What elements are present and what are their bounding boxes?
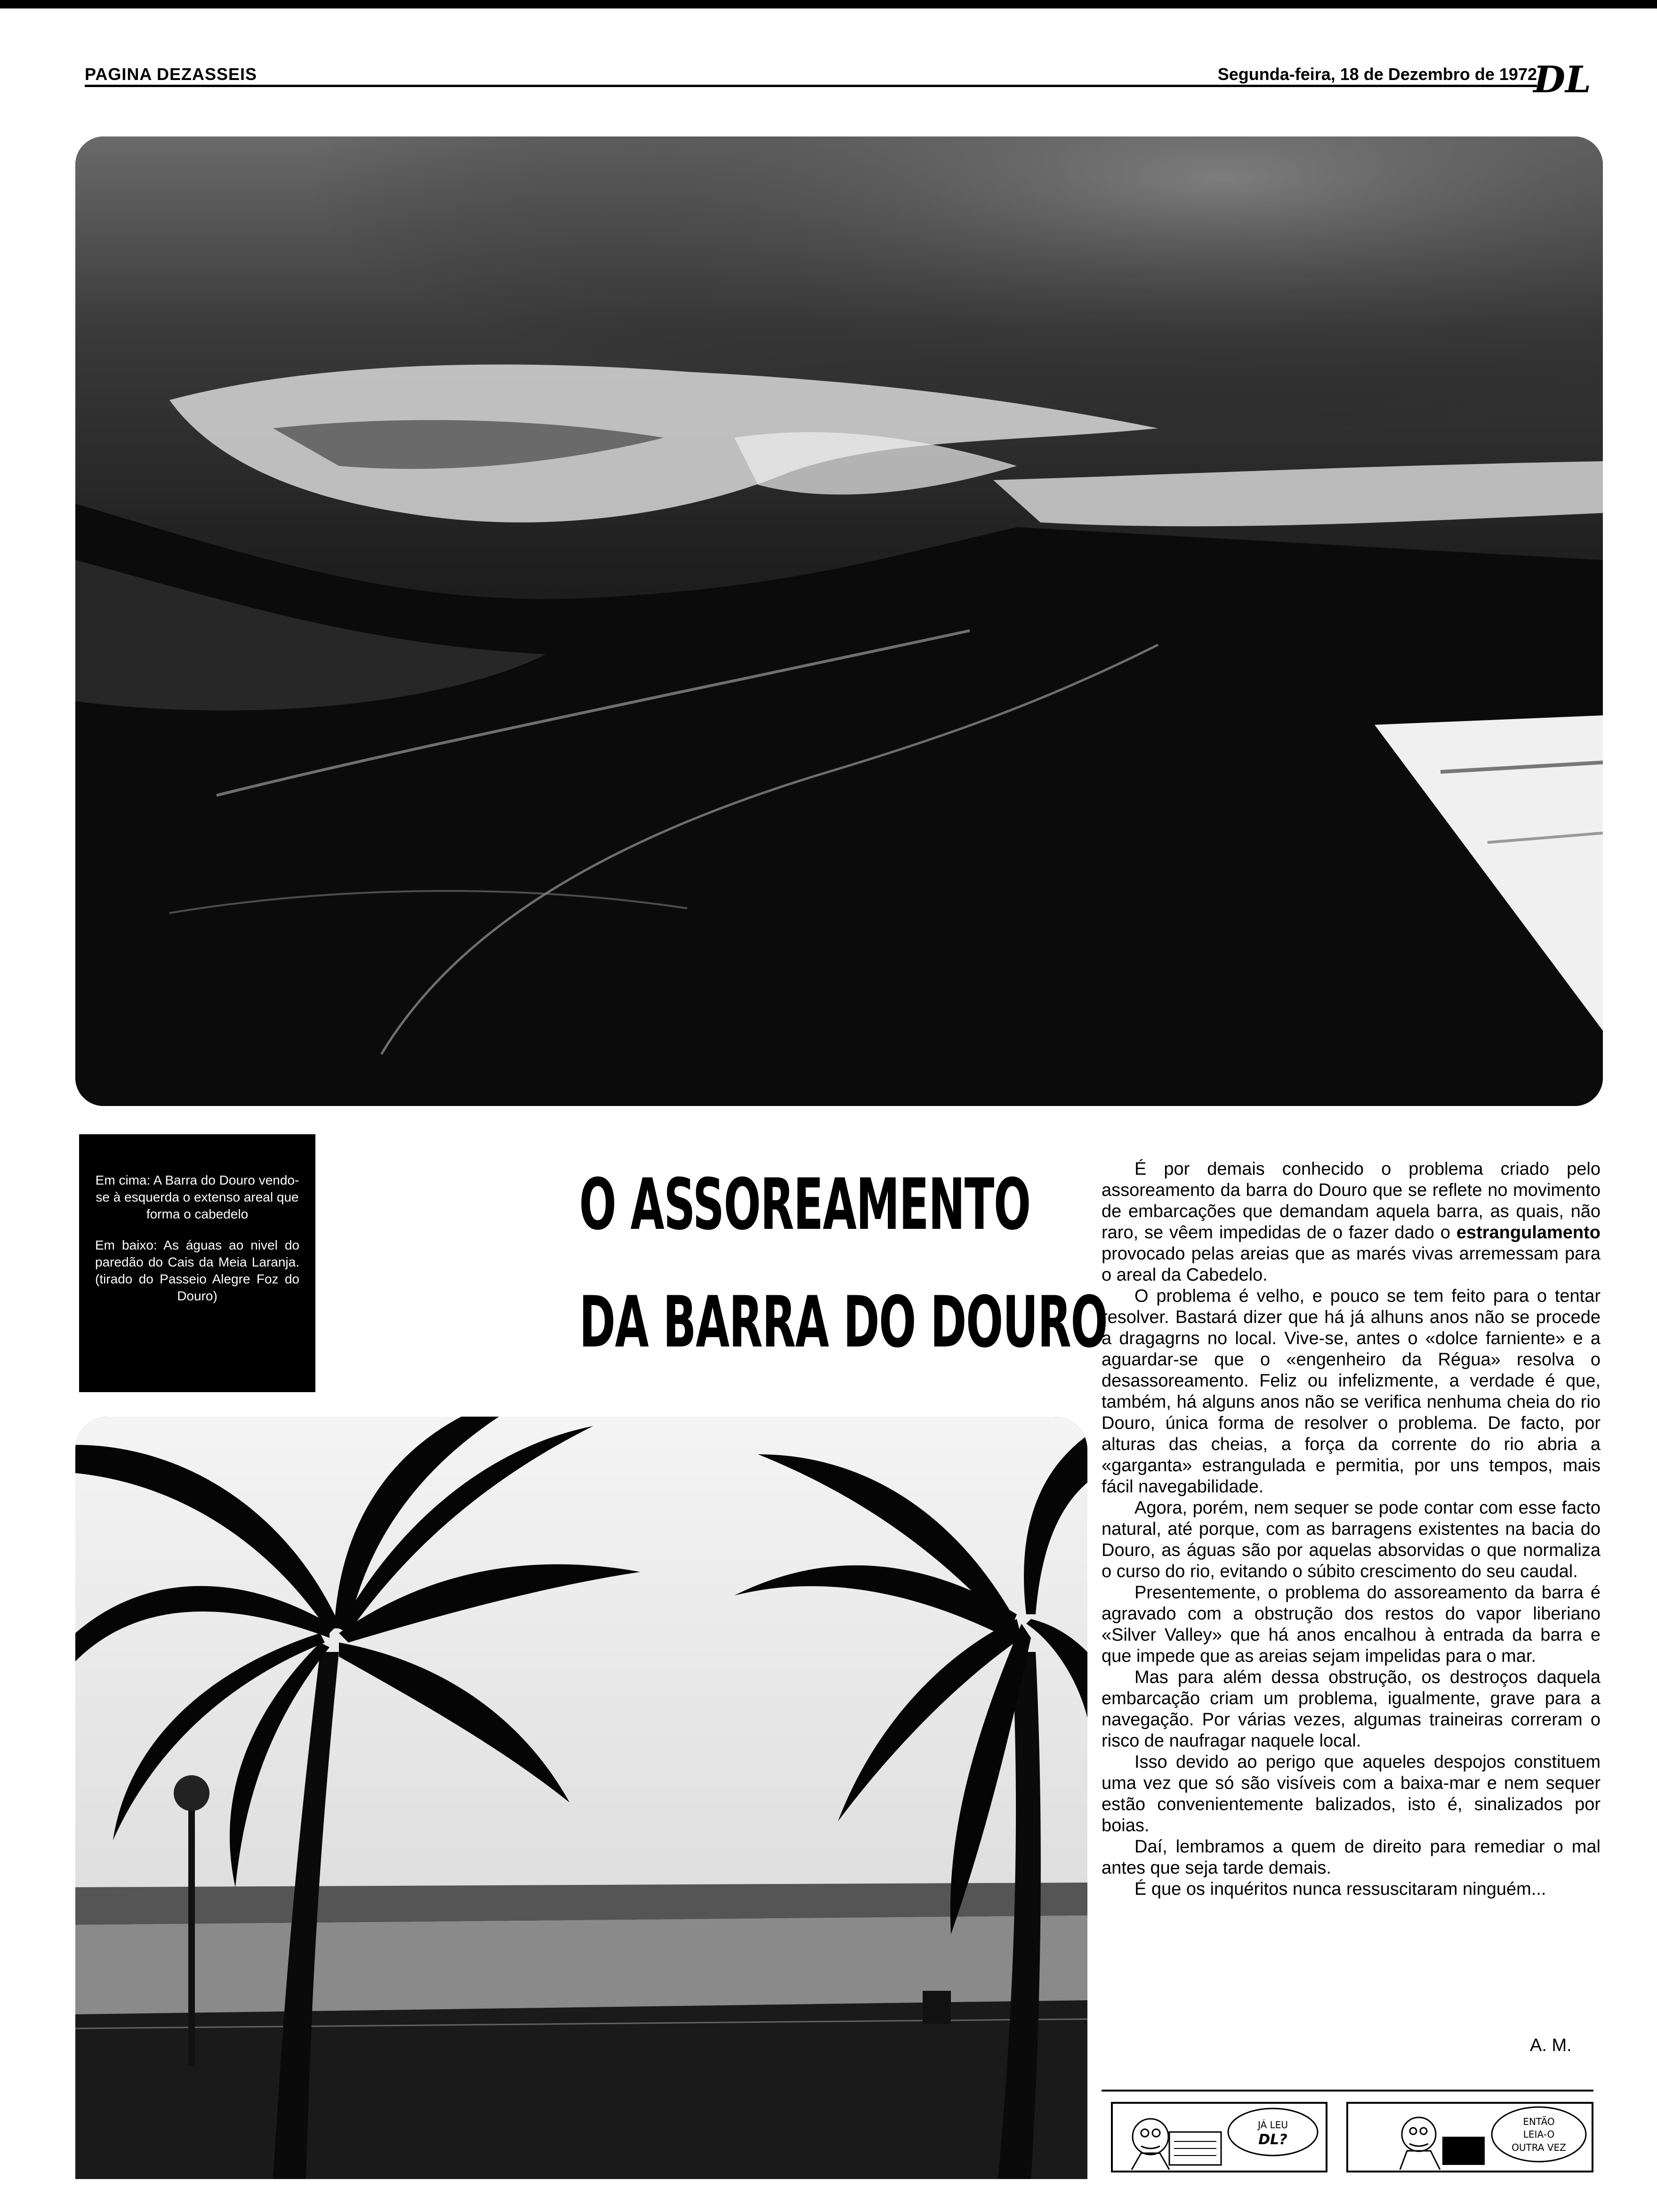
caption-top: Em cima: A Barra do Douro vendo-se à esquerda o extenso areal que forma o cabedelo bbox=[95, 1173, 299, 1221]
article-paragraph: Isso devido ao perigo que aqueles despojos constituem uma vez que só são visíveis com a baixa-mar e nem sequer estão convenientemente balizados, isto é, sinalizados por boias. bbox=[1102, 1752, 1601, 1835]
article-paragraph: Agora, porém, nem sequer se pode contar com esse facto natural, até porque, com as barragens existentes na bacia do Douro, as águas são por aquelas absorvidas o que normaliza o curso do rio, evitando o súbito crescimento do seu caudal. bbox=[1102, 1498, 1601, 1581]
comic-bubble-1-line-1: JÁ LEU bbox=[1257, 2119, 1288, 2131]
comic-bubble-2-line-1: ENTÃO bbox=[1523, 2116, 1555, 2127]
comic-strip bbox=[1102, 2090, 1593, 2181]
palm-trees-photo bbox=[75, 1417, 1087, 2179]
top-border bbox=[0, 0, 1657, 8]
palm-photo-image bbox=[75, 1417, 1087, 2179]
comic-panel-1-drawing bbox=[1113, 2104, 1326, 2171]
comic-panel-2-drawing bbox=[1348, 2104, 1592, 2171]
comic-bubble-2-line-3: OUTRA VEZ bbox=[1512, 2142, 1566, 2153]
newspaper-logo: DL bbox=[1533, 58, 1591, 101]
article-text: provocado pelas areias que as marés vivas arremessam para o areal da Cabedelo. bbox=[1102, 1244, 1601, 1285]
comic-bubble-1-line-2: DL? bbox=[1258, 2132, 1287, 2148]
article-bold-word: estrangulamento bbox=[1456, 1223, 1601, 1242]
publication-date: Segunda-feira, 18 de Dezembro de 1972 bbox=[1217, 64, 1537, 84]
article-signature: A. M. bbox=[1530, 2036, 1572, 2055]
aerial-photo-image bbox=[75, 136, 1603, 1106]
header-rule bbox=[85, 85, 1537, 87]
photo-caption-box bbox=[79, 1134, 315, 1392]
comic-bubble-2-line-2: LEIA-O bbox=[1523, 2129, 1555, 2140]
article-headline bbox=[579, 1146, 1108, 1381]
headline-line-2: DA BARRA DO DOURO bbox=[579, 1282, 1108, 1363]
article-text: É por demais conhecido o problema criado pelo assoreamento da barra do Douro que se reflete no movimento de embarcações que demandam aquela barra, as quais, não raro, se vêem impedidas de o fazer dado o bbox=[1102, 1159, 1601, 1242]
page-section-label: PAGINA DEZASSEIS bbox=[85, 64, 257, 84]
comic-panel-2 bbox=[1346, 2102, 1593, 2172]
caption-bottom: Em baixo: As águas ao nivel do paredão do Cais da Meia Laranja. (tirado do Passeio Alegre Foz do Douro) bbox=[95, 1238, 299, 1303]
article-paragraph: Presentemente, o problema do assoreamento da barra é agravado com a obstrução dos restos do vapor liberiano «Silver Valley» que há anos encalhou à entrada da barra e que impede que as areias sejam impelidas para o mar. bbox=[1102, 1583, 1601, 1666]
article-paragraph: Mas para além dessa obstrução, os destroços daquela embarcação criam um problema, igualmente, grave para a navegação. Por várias vezes, algumas traineiras correram o risco de naufragar naquele local. bbox=[1102, 1667, 1601, 1751]
article-paragraph: É que os inquéritos nunca ressuscitaram ninguém... bbox=[1134, 1879, 1546, 1899]
headline-line-1: O ASSOREAMENTO bbox=[579, 1164, 1030, 1246]
article-paragraph: Daí, lembramos a quem de direito para remediar o mal antes que seja tarde demais. bbox=[1102, 1837, 1601, 1878]
comic-panel-1 bbox=[1111, 2102, 1327, 2172]
article-paragraph bbox=[1102, 1159, 1601, 1286]
aerial-photo-douro-bar bbox=[75, 136, 1603, 1106]
article-paragraph: O problema é velho, e pouco se tem feito para o tentar resolver. Bastará dizer que há já alhuns anos não se procede a dragagrns no local. Vive-se, antes o «dolce farniente» e a aguardar-se que o «engenheiro da Régua» resolva o desassoreamento. Feliz ou infelizmente, a verdade é que, também, há alguns anos não se verifica nenhuma cheia do rio Douro, única forma de resolver o problema. De facto, por alturas das cheias, a força da corrente do rio abria a «garganta» estrangulada e permitia, por uns tempos, mais fácil navegabilidade. bbox=[1102, 1286, 1601, 1497]
running-header bbox=[85, 58, 1591, 101]
article-body bbox=[1102, 1159, 1601, 1900]
